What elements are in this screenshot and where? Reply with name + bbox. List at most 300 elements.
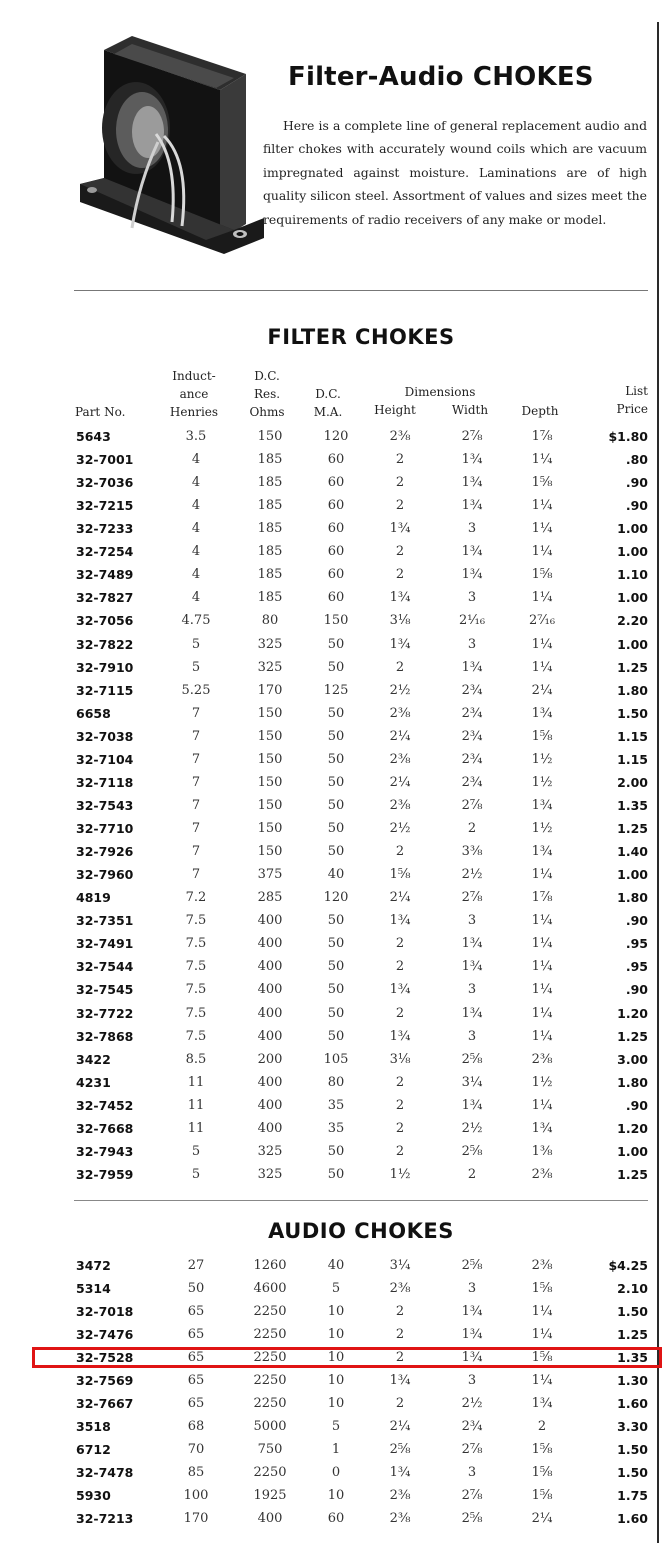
- table-row: [74, 725, 658, 748]
- dc-ma-cell: 10: [327, 1373, 345, 1388]
- inductance-cell: 7: [191, 751, 201, 767]
- page-title: Filter-Audio CHOKES: [288, 62, 594, 92]
- dc-ma-cell: 50: [327, 705, 345, 721]
- header-inductance-line: Henries: [169, 405, 219, 419]
- depth-cell: 2¼: [531, 682, 553, 698]
- table-row: [74, 1071, 658, 1094]
- width-cell: 1¾: [461, 498, 483, 514]
- dc-resistance-cell: 2250: [253, 1304, 287, 1319]
- part-number-cell: 6712: [76, 1442, 111, 1457]
- dc-ma-cell: 0: [331, 1465, 341, 1480]
- width-cell: 2: [467, 1166, 477, 1182]
- height-cell: 2⅜: [389, 429, 411, 444]
- width-cell: 2¾: [461, 774, 483, 790]
- width-cell: 2¾: [461, 728, 483, 744]
- inductance-cell: 70: [187, 1442, 205, 1457]
- depth-cell: 1¼: [531, 982, 553, 998]
- height-cell: 1¾: [389, 521, 411, 537]
- table-row: [74, 494, 658, 517]
- height-cell: 2: [395, 475, 405, 491]
- part-number-cell: 6658: [76, 705, 111, 721]
- dc-ma-cell: 105: [323, 1051, 349, 1067]
- width-cell: 3: [467, 590, 477, 606]
- width-cell: 2⅝: [461, 1051, 483, 1067]
- inductance-cell: 4: [191, 452, 201, 468]
- inductance-cell: 4: [191, 475, 201, 491]
- depth-cell: 1½: [531, 1074, 553, 1090]
- inductance-cell: 5.25: [181, 682, 211, 698]
- header-ma-line: M.A.: [313, 405, 343, 419]
- depth-cell: 1⅝: [531, 1442, 553, 1457]
- part-number-cell: 32-7118: [76, 774, 134, 790]
- height-cell: 2½: [389, 821, 411, 837]
- inductance-cell: 7.2: [185, 890, 207, 906]
- height-cell: 2: [395, 936, 405, 952]
- part-number-cell: 32-7213: [76, 1511, 134, 1526]
- part-number-cell: 32-7528: [76, 1350, 134, 1365]
- dc-ma-cell: 50: [327, 636, 345, 652]
- intro-paragraph: Here is a complete line of general replacement audio and filter chokes with accurately wound coils which are vacuum impregnated against moisture. Laminations are of high quality silicon steel. Assortment of values and sizes meet the requirements of radio receivers of any make or model.: [263, 118, 647, 227]
- width-cell: 2⅞: [461, 1442, 483, 1457]
- part-number-cell: 32-7038: [76, 728, 134, 744]
- height-cell: 1¾: [389, 590, 411, 606]
- header-resistance-line: Res.: [253, 387, 281, 401]
- width-cell: 2¾: [461, 1419, 483, 1434]
- inductance-cell: 8.5: [185, 1051, 207, 1067]
- inductance-cell: 7: [191, 867, 201, 883]
- dc-resistance-cell: 400: [257, 1120, 283, 1136]
- part-number-cell: 32-7827: [76, 590, 134, 606]
- inductance-cell: 7.5: [185, 1005, 207, 1021]
- list-price-cell: .90: [625, 913, 648, 929]
- depth-cell: 1¼: [531, 636, 553, 652]
- dc-resistance-cell: 80: [261, 613, 279, 629]
- depth-cell: 1¼: [531, 1005, 553, 1021]
- width-cell: 2⅞: [461, 429, 483, 444]
- width-cell: 2⅞: [461, 797, 483, 813]
- height-cell: 2: [395, 452, 405, 468]
- depth-cell: 2⅜: [531, 1051, 553, 1067]
- header-resistance-line: D.C.: [254, 369, 280, 383]
- width-cell: 3: [467, 1465, 477, 1480]
- dc-resistance-cell: 150: [257, 429, 283, 444]
- header-height: Height: [374, 403, 416, 417]
- part-number-cell: 32-7910: [76, 659, 134, 675]
- height-cell: 2⅜: [389, 1281, 411, 1296]
- list-price-cell: 1.50: [617, 705, 648, 721]
- table-row: [74, 656, 658, 679]
- width-cell: 1¾: [461, 1304, 483, 1319]
- height-cell: 2⅜: [389, 751, 411, 767]
- dc-ma-cell: 50: [327, 1005, 345, 1021]
- dc-resistance-cell: 2250: [253, 1350, 287, 1365]
- inductance-cell: 4: [191, 544, 201, 560]
- height-cell: 1¾: [389, 913, 411, 929]
- depth-cell: 1¾: [531, 1396, 553, 1411]
- table-row: [74, 1484, 658, 1507]
- dc-ma-cell: 50: [327, 913, 345, 929]
- dc-resistance-cell: 170: [257, 682, 283, 698]
- part-number-cell: 32-7491: [76, 936, 134, 952]
- height-cell: 2: [395, 567, 405, 583]
- list-price-cell: 1.80: [617, 682, 648, 698]
- table-row: [74, 1323, 658, 1346]
- table-row: [74, 1277, 658, 1300]
- height-cell: 2¼: [389, 1419, 411, 1434]
- table-row: [74, 978, 658, 1001]
- part-number-cell: 32-7478: [76, 1465, 134, 1480]
- part-number-cell: 5930: [76, 1488, 111, 1503]
- dc-resistance-cell: 150: [257, 728, 283, 744]
- inductance-cell: 65: [187, 1327, 205, 1342]
- table-row: [74, 633, 658, 656]
- width-cell: 1¾: [461, 959, 483, 975]
- dc-resistance-cell: 2250: [253, 1327, 287, 1342]
- dc-ma-cell: 35: [327, 1120, 345, 1136]
- height-cell: 2⅜: [389, 797, 411, 813]
- dc-ma-cell: 50: [327, 751, 345, 767]
- part-number-cell: 32-7667: [76, 1396, 134, 1411]
- dc-ma-cell: 50: [327, 659, 345, 675]
- height-cell: 2¼: [389, 890, 411, 906]
- width-cell: 2⅞: [461, 890, 483, 906]
- height-cell: 1¾: [389, 636, 411, 652]
- part-number-cell: 32-7868: [76, 1028, 134, 1044]
- height-cell: 2: [395, 844, 405, 860]
- dc-resistance-cell: 325: [257, 1143, 283, 1159]
- depth-cell: 1¾: [531, 705, 553, 721]
- dc-ma-cell: 40: [327, 867, 345, 883]
- dc-resistance-cell: 185: [257, 498, 283, 514]
- table-row: [74, 1140, 658, 1163]
- highlighted-row-box: [32, 1347, 662, 1368]
- dc-ma-cell: 5: [331, 1419, 341, 1434]
- height-cell: 1½: [389, 1166, 411, 1182]
- height-cell: 2⅜: [389, 1488, 411, 1503]
- height-cell: 2: [395, 1143, 405, 1159]
- dc-resistance-cell: 5000: [253, 1419, 287, 1434]
- part-number-cell: 32-7710: [76, 821, 134, 837]
- part-number-cell: 32-7545: [76, 982, 134, 998]
- width-cell: 2: [467, 821, 477, 837]
- list-price-cell: .80: [625, 452, 648, 468]
- dc-ma-cell: 60: [327, 590, 345, 606]
- section-divider: [74, 1200, 648, 1201]
- height-cell: 1¾: [389, 1373, 411, 1388]
- list-price-cell: .90: [625, 1097, 648, 1113]
- list-price-cell: 2.10: [617, 1281, 648, 1296]
- depth-cell: 1¾: [531, 1120, 553, 1136]
- part-number-cell: 32-7351: [76, 913, 134, 929]
- dc-resistance-cell: 325: [257, 659, 283, 675]
- inductance-cell: 7: [191, 705, 201, 721]
- width-cell: 1¾: [461, 659, 483, 675]
- dc-ma-cell: 60: [327, 475, 345, 491]
- width-cell: 1¾: [461, 936, 483, 952]
- inductance-cell: 65: [187, 1350, 205, 1365]
- width-cell: 1¾: [461, 1005, 483, 1021]
- dc-ma-cell: 60: [327, 521, 345, 537]
- table-row: [74, 1254, 658, 1277]
- table-row: [74, 1438, 658, 1461]
- header-ma-line: D.C.: [315, 387, 341, 401]
- table-row: [74, 702, 658, 725]
- table-row: [74, 886, 658, 909]
- width-cell: 2¾: [461, 705, 483, 721]
- depth-cell: 1⅞: [531, 429, 553, 444]
- dc-ma-cell: 50: [327, 982, 345, 998]
- dc-resistance-cell: 2250: [253, 1373, 287, 1388]
- width-cell: 3: [467, 521, 477, 537]
- dc-resistance-cell: 325: [257, 636, 283, 652]
- depth-cell: 1¼: [531, 659, 553, 675]
- dc-ma-cell: 60: [327, 1511, 345, 1526]
- inductance-cell: 4.75: [181, 613, 211, 629]
- header-dimensions: Dimensions: [404, 385, 476, 399]
- table-row: [74, 1507, 658, 1530]
- part-number-cell: 32-7722: [76, 1005, 134, 1021]
- depth-cell: 1¼: [531, 544, 553, 560]
- dc-resistance-cell: 400: [257, 913, 283, 929]
- part-number-cell: 32-7452: [76, 1097, 134, 1113]
- table-row: [74, 679, 658, 702]
- dc-ma-cell: 80: [327, 1074, 345, 1090]
- table-row: [74, 1392, 658, 1415]
- list-price-cell: .90: [625, 475, 648, 491]
- inductance-cell: 68: [187, 1419, 205, 1434]
- part-number-cell: 3518: [76, 1419, 111, 1434]
- width-cell: 3: [467, 1281, 477, 1296]
- list-price-cell: 1.25: [617, 821, 648, 837]
- depth-cell: 1⅜: [531, 1143, 553, 1159]
- table-row: [74, 771, 658, 794]
- dc-ma-cell: 120: [323, 429, 349, 444]
- inductance-cell: 4: [191, 590, 201, 606]
- depth-cell: 1½: [531, 821, 553, 837]
- list-price-cell: 1.30: [617, 1373, 648, 1388]
- depth-cell: 1¼: [531, 590, 553, 606]
- part-number-cell: 32-7926: [76, 844, 134, 860]
- list-price-cell: .95: [625, 936, 648, 952]
- dc-resistance-cell: 400: [257, 1074, 283, 1090]
- inductance-cell: 7.5: [185, 913, 207, 929]
- part-number-cell: 3472: [76, 1258, 111, 1273]
- part-number-cell: 32-7489: [76, 567, 134, 583]
- inductance-cell: 11: [187, 1097, 205, 1113]
- height-cell: 2¼: [389, 774, 411, 790]
- section-divider: [74, 290, 648, 291]
- list-price-cell: 1.75: [617, 1488, 648, 1503]
- inductance-cell: 11: [187, 1074, 205, 1090]
- width-cell: 2½: [461, 867, 483, 883]
- inductance-cell: 100: [183, 1488, 209, 1503]
- list-price-cell: 1.00: [617, 636, 648, 652]
- dc-ma-cell: 50: [327, 774, 345, 790]
- part-number-cell: 32-7001: [76, 452, 134, 468]
- depth-cell: 1¼: [531, 1097, 553, 1113]
- dc-resistance-cell: 185: [257, 567, 283, 583]
- dc-resistance-cell: 375: [257, 867, 283, 883]
- depth-cell: 2⅜: [531, 1258, 553, 1273]
- list-price-cell: 1.50: [617, 1304, 648, 1319]
- dc-resistance-cell: 150: [257, 797, 283, 813]
- dc-resistance-cell: 150: [257, 774, 283, 790]
- inductance-cell: 170: [183, 1511, 209, 1526]
- part-number-cell: 32-7959: [76, 1166, 134, 1182]
- dc-resistance-cell: 400: [257, 1005, 283, 1021]
- list-price-cell: 1.80: [617, 1074, 648, 1090]
- width-cell: 2⅝: [461, 1143, 483, 1159]
- dc-ma-cell: 50: [327, 728, 345, 744]
- inductance-cell: 65: [187, 1373, 205, 1388]
- list-price-cell: 3.00: [617, 1051, 648, 1067]
- table-row: [74, 540, 658, 563]
- list-price-cell: 1.60: [617, 1511, 648, 1526]
- width-cell: 1¾: [461, 567, 483, 583]
- width-cell: 2¾: [461, 682, 483, 698]
- dc-ma-cell: 1: [331, 1442, 341, 1457]
- part-number-cell: 32-7036: [76, 475, 134, 491]
- list-price-cell: 1.25: [617, 1166, 648, 1182]
- list-price-cell: .90: [625, 982, 648, 998]
- dc-ma-cell: 50: [327, 936, 345, 952]
- width-cell: 2⅝: [461, 1258, 483, 1273]
- list-price-cell: 1.20: [617, 1005, 648, 1021]
- inductance-cell: 4: [191, 521, 201, 537]
- dc-resistance-cell: 2250: [253, 1465, 287, 1480]
- dc-resistance-cell: 185: [257, 475, 283, 491]
- inductance-cell: 7.5: [185, 959, 207, 975]
- table-row: [74, 1002, 658, 1025]
- height-cell: 2: [395, 1304, 405, 1319]
- dc-resistance-cell: 750: [257, 1442, 283, 1457]
- dc-ma-cell: 50: [327, 1166, 345, 1182]
- dc-ma-cell: 60: [327, 544, 345, 560]
- list-price-cell: 1.15: [617, 728, 648, 744]
- list-price-cell: 1.00: [617, 590, 648, 606]
- dc-ma-cell: 10: [327, 1488, 345, 1503]
- inductance-cell: 27: [187, 1258, 205, 1273]
- dc-resistance-cell: 1260: [253, 1258, 287, 1273]
- height-cell: 2⅜: [389, 705, 411, 721]
- depth-cell: 1¼: [531, 1028, 553, 1044]
- part-number-cell: 32-7544: [76, 959, 134, 975]
- inductance-cell: 7: [191, 844, 201, 860]
- width-cell: 1¾: [461, 1097, 483, 1113]
- height-cell: 2: [395, 544, 405, 560]
- list-price-cell: .90: [625, 498, 648, 514]
- table-row: [74, 1025, 658, 1048]
- height-cell: 2: [395, 1097, 405, 1113]
- list-price-cell: 1.80: [617, 890, 648, 906]
- depth-cell: 1¼: [531, 1327, 553, 1342]
- inductance-cell: 5: [191, 659, 201, 675]
- dc-resistance-cell: 200: [257, 1051, 283, 1067]
- width-cell: 3: [467, 1028, 477, 1044]
- list-price-cell: 1.20: [617, 1120, 648, 1136]
- table-row: [74, 563, 658, 586]
- width-cell: 1¾: [461, 452, 483, 468]
- height-cell: 2: [395, 1074, 405, 1090]
- depth-cell: 2: [537, 1419, 547, 1434]
- inductance-cell: 65: [187, 1304, 205, 1319]
- header-dc-ma: [302, 385, 354, 421]
- part-number-cell: 32-7943: [76, 1143, 134, 1159]
- header-price-line: Price: [616, 402, 648, 416]
- dc-ma-cell: 50: [327, 1143, 345, 1159]
- dc-resistance-cell: 400: [257, 982, 283, 998]
- audio-chokes-heading: AUDIO CHOKES: [268, 1219, 454, 1243]
- inductance-cell: 7: [191, 821, 201, 837]
- list-price-cell: 1.25: [617, 659, 648, 675]
- list-price-cell: 1.35: [617, 797, 648, 813]
- height-cell: 2: [395, 498, 405, 514]
- height-cell: 2: [395, 1350, 405, 1365]
- depth-cell: 1½: [531, 751, 553, 767]
- dc-ma-cell: 60: [327, 452, 345, 468]
- filter-choke-transformer-icon: [74, 32, 264, 264]
- part-number-cell: 32-7233: [76, 521, 134, 537]
- list-price-cell: $4.25: [608, 1258, 648, 1273]
- inductance-cell: 5: [191, 1143, 201, 1159]
- dc-resistance-cell: 4600: [253, 1281, 287, 1296]
- dc-ma-cell: 10: [327, 1304, 345, 1319]
- inductance-cell: 3.5: [185, 429, 207, 444]
- inductance-cell: 7.5: [185, 936, 207, 952]
- table-row: [74, 1094, 658, 1117]
- table-row: [74, 425, 658, 448]
- dc-resistance-cell: 185: [257, 590, 283, 606]
- table-row: [74, 863, 658, 886]
- width-cell: 2¾: [461, 751, 483, 767]
- depth-cell: 2¼: [531, 1511, 553, 1526]
- header-list-price: [580, 382, 648, 418]
- dc-resistance-cell: 150: [257, 751, 283, 767]
- inductance-cell: 65: [187, 1396, 205, 1411]
- depth-cell: 1⅝: [531, 1281, 553, 1296]
- part-number-cell: 5314: [76, 1281, 111, 1296]
- part-number-cell: 4231: [76, 1074, 111, 1090]
- width-cell: 2⅝: [461, 1511, 483, 1526]
- inductance-cell: 7: [191, 797, 201, 813]
- height-cell: 3⅛: [389, 1051, 411, 1067]
- part-number-cell: 32-7254: [76, 544, 134, 560]
- dc-resistance-cell: 1925: [253, 1488, 287, 1503]
- table-row: [74, 1415, 658, 1438]
- depth-cell: 1¾: [531, 797, 553, 813]
- list-price-cell: 1.35: [617, 1350, 648, 1365]
- header-width: Width: [451, 403, 489, 417]
- table-row: [74, 1048, 658, 1071]
- part-number-cell: 32-7543: [76, 797, 134, 813]
- width-cell: 2¹⁄₁₆: [458, 613, 486, 629]
- height-cell: 3⅛: [389, 613, 411, 629]
- depth-cell: 1½: [531, 774, 553, 790]
- width-cell: 2⅞: [461, 1488, 483, 1503]
- table-row: [74, 517, 658, 540]
- height-cell: 2⅝: [389, 1442, 411, 1457]
- depth-cell: 1¼: [531, 1373, 553, 1388]
- header-inductance-line: Induct-: [172, 369, 216, 383]
- depth-cell: 2⅜: [531, 1166, 553, 1182]
- dc-resistance-cell: 2250: [253, 1396, 287, 1411]
- depth-cell: 1¼: [531, 452, 553, 468]
- depth-cell: 1¼: [531, 1304, 553, 1319]
- dc-resistance-cell: 285: [257, 890, 283, 906]
- width-cell: 1¾: [461, 1327, 483, 1342]
- dc-ma-cell: 150: [323, 613, 349, 629]
- table-row: [74, 1300, 658, 1323]
